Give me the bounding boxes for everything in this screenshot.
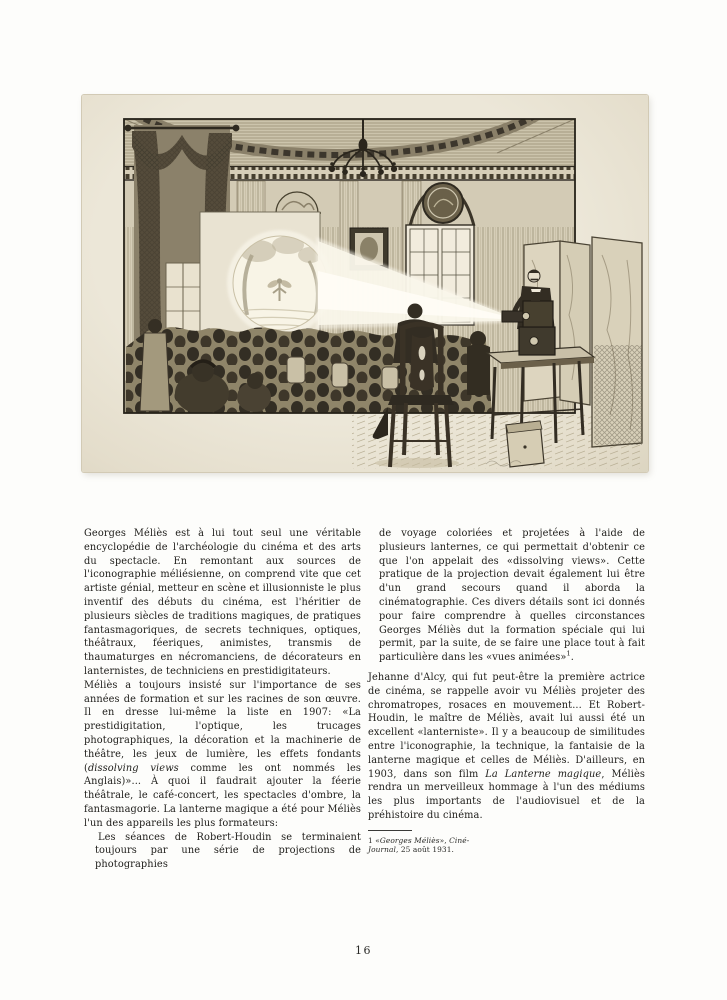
blockquote-continued: de voyage coloriées et projetées à l'aide de plusieurs lanternes, ce qui permettait d'obtenir ce que l'on appelait des «dissolving views». Cette pratique de la projection devait également lui être d'un grand secours quand il aborda la cinématographie. Ces divers détails sont ici donnés pour faire comprendre à quelles circonstances Georges Méliès dut la formation spéciale qui lui permit, par la suite, de se faire une place tout à fait particulière dans les «vues animées»$^1$. [379,528,645,664]
footnote: 1 «Georges Méliès», Ciné-Journal, 25 août 1931. [368,835,470,855]
page-number: 16 [355,944,372,957]
blockquote: Les séances de Robert-Houdin se terminaient toujours par une série de projections de photographies [95,831,361,871]
right-column [368,527,645,855]
floor-box [506,421,544,467]
standing-spectator [140,319,170,411]
magic-lantern-engraving [82,95,648,472]
paragraph: Jehanne d'Alcy, qui fut peut-être la première actrice de cinéma, se rappelle avoir vu Méliès projeter des chromatropes, rosaces en mouvement... Et Robert-Houdin, le maître de Méliès, avait lui aussi été un excellent «lanterniste». Il y a beaucoup de similitudes entre l'iconographie, la technique, la fantaisie de la lanterne magique et celles de Méliès. D'ailleurs, en 1903, dans son film La Lanterne magique, Méliès rendra un merveilleux hommage à l'un des médiums les plus importants de l'audiovisuel et de la préhistoire du cinéma. [368,671,645,821]
paragraph: Méliès a toujours insisté sur l'importance de ses années de formation et sur les racines de son œuvre. Il en dresse lui-même la liste en 1907: «La prestidigitation, l'optique, les trucages photographiques, la décoration et la machinerie de théâtre, les jeux de lumière, les effets fondants (dissolving views comme les ont nommés les Anglais)»... À quoi il faudrait ajouter la féerie théâtrale, le café-concert, les spectacles d'ombre, la fantasmagorie. La lanterne magique a été pour Méliès l'un des appareils les plus formateurs: [84,679,361,829]
paragraph: Georges Méliès est à lui tout seul une véritable encyclopédie de l'archéologie du cinéma et des arts du spectacle. En remontant aux sources de l'iconographie méliésienne, on comprend vite que cet artiste génial, metteur en scène et illusionniste le plus inventif des débuts du cinéma, est l'héritier de plusieurs siècles de traditions magiques, de pratiques fantasmagoriques, de secrets techniques, optiques, théâtraux, féeriques, animistes, transmis de thaumaturges en nécromanciens, de décorateurs en lanternistes, de techniciens en prestidigitateurs. [84,528,361,677]
footnote-rule [368,830,412,831]
left-column [84,527,361,872]
engraving-plate [82,95,648,472]
